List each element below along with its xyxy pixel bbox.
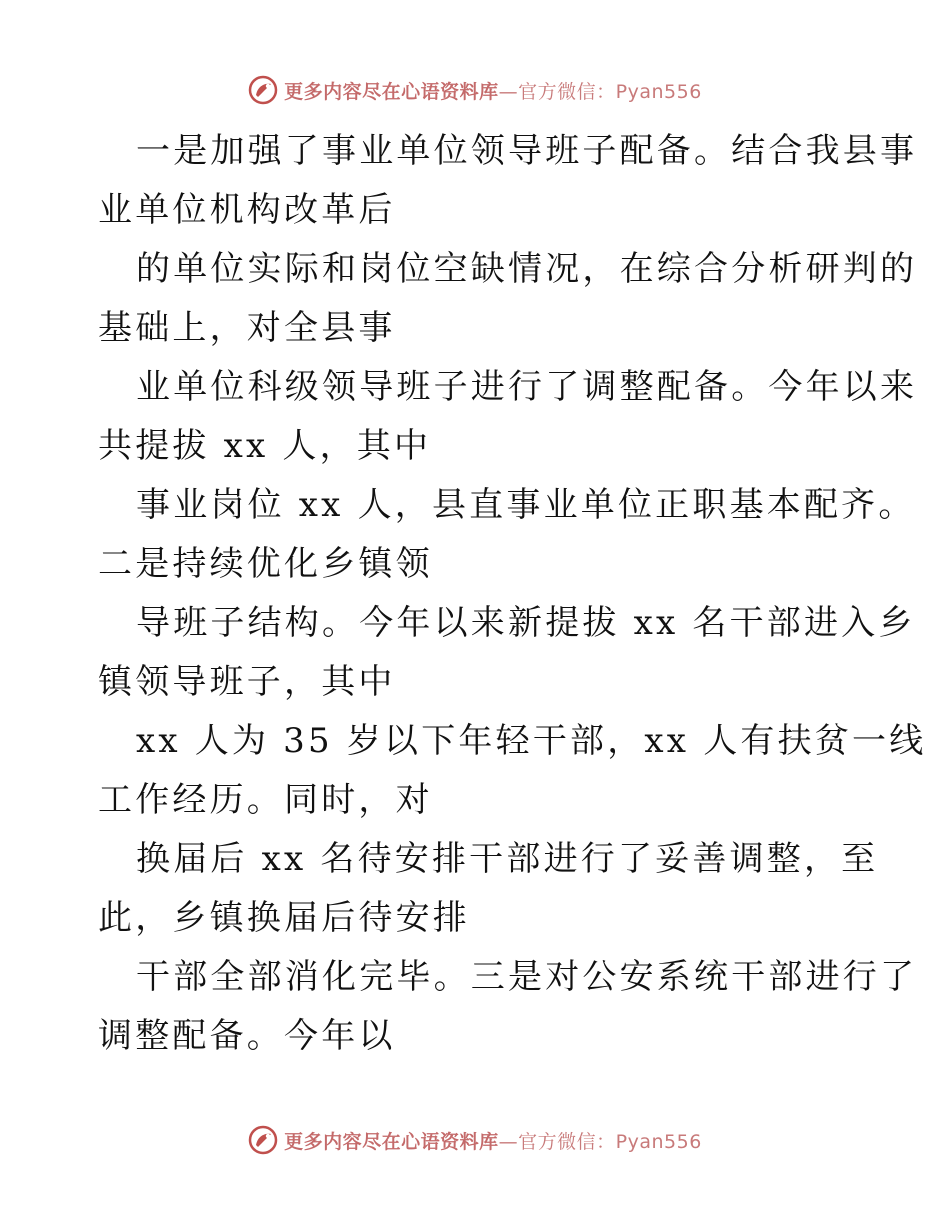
text-line: 此，乡镇换届后待安排 [98,898,470,938]
text-line: 共提拔 xx 人，其中 [98,426,432,466]
text-line: 业单位机构改革后 [98,190,396,230]
text-line: 事业岗位 xx 人，县直事业单位正职基本配齐。 [136,485,916,525]
logo-icon [248,1125,278,1155]
document-body [98,122,927,1066]
header-watermark [0,73,950,107]
logo-icon [248,75,278,105]
text-line: 镇领导班子，其中 [98,662,396,702]
watermark-text-rest: —官方微信：Pyan556 [498,1130,702,1153]
watermark-text [284,1127,702,1154]
watermark-text [284,77,702,104]
text-line: 二是持续优化乡镇领 [98,544,433,584]
watermark-text-bold: 更多内容尽在心语资料库 [284,1130,499,1153]
text-line: 导班子结构。今年以来新提拔 xx 名干部进入乡 [136,603,916,643]
text-line: 的单位实际和岗位空缺情况，在综合分析研判的 [136,249,918,289]
text-line: 基础上，对全县事 [98,308,396,348]
watermark-text-bold: 更多内容尽在心语资料库 [284,80,499,103]
text-line: 业单位科级领导班子进行了调整配备。今年以来 [136,367,918,407]
text-line: 工作经历。同时，对 [98,780,433,820]
text-line: 一是加强了事业单位领导班子配备。结合我县事 [136,131,918,171]
text-line: 调整配备。今年以 [98,1016,396,1056]
footer-watermark [0,1123,950,1157]
watermark-text-rest: —官方微信：Pyan556 [498,80,702,103]
text-line: xx 人为 35 岁以下年轻干部，xx 人有扶贫一线 [136,721,927,761]
text-line: 换届后 xx 名待安排干部进行了妥善调整，至 [136,839,879,879]
text-line: 干部全部消化完毕。三是对公安系统干部进行了 [136,957,918,997]
